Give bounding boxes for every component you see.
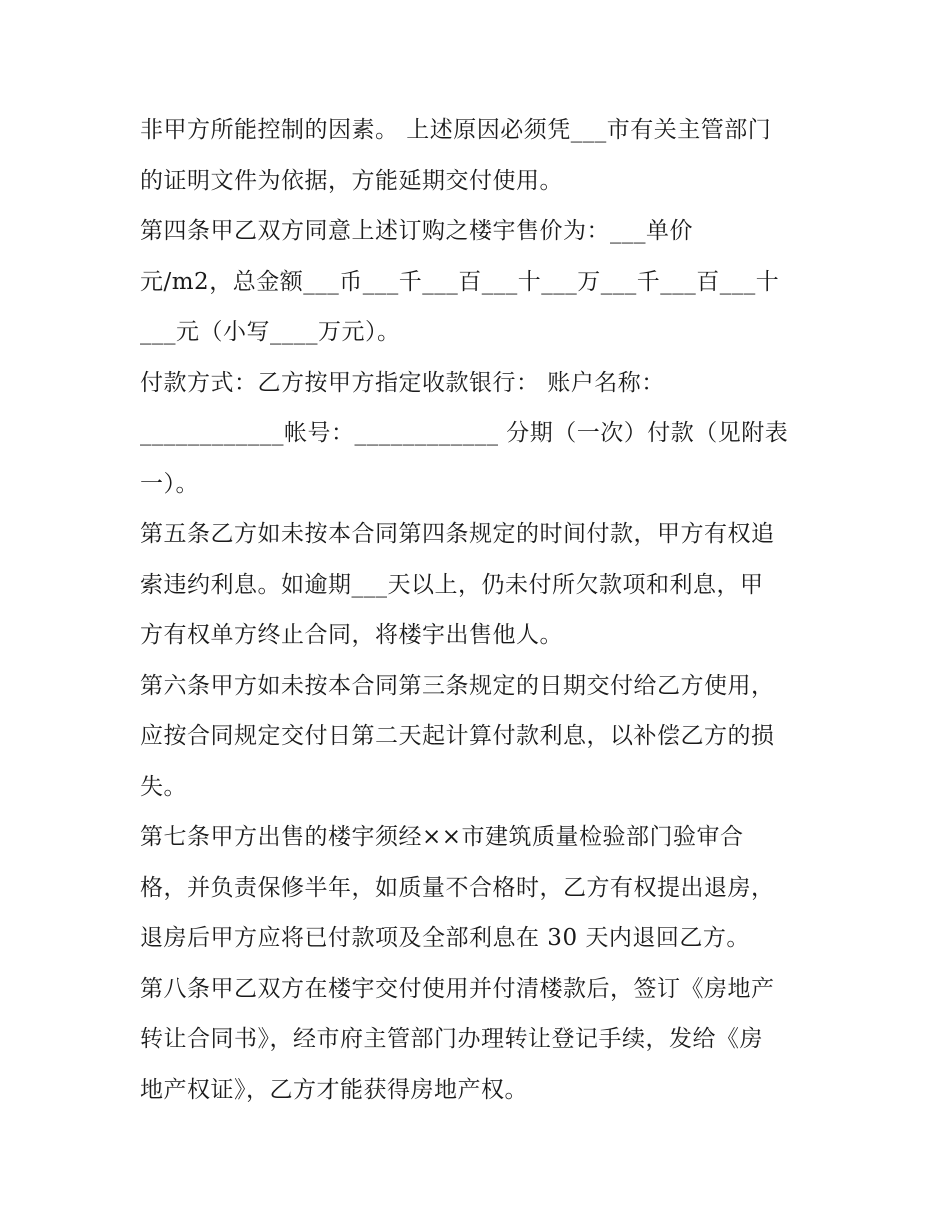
text-line: 元/m2，总金额___币___千___百___十___万___千___百___十 — [140, 268, 780, 295]
text-line: 第四条甲乙双方同意上述订购之楼宇售价为：___单价 — [140, 218, 693, 244]
text-line: ___元（小写____万元）。 — [140, 319, 401, 345]
text-line: 第六条甲方如未按本合同第三条规定的日期交付给乙方使用， — [140, 672, 775, 699]
document-body — [140, 105, 820, 1115]
text-line: 索违约利息。如逾期___天以上，仍未付所欠款项和利息，甲 — [140, 571, 764, 598]
text-line: 的证明文件为依据，方能延期交付使用。 — [140, 167, 563, 194]
text-line: 转让合同书》，经市府主管部门办理转让登记手续，发给《房 — [140, 1026, 763, 1052]
text-line: 格，并负责保修半年，如质量不合格时，乙方有权提出退房， — [140, 874, 775, 901]
text-line: 第五条乙方如未按本合同第四条规定的时间付款，甲方有权追 — [140, 521, 775, 547]
text-line: 非甲方所能控制的因素。 上述原因必须凭___市有关主管部门 — [140, 117, 772, 143]
text-line: 付款方式：乙方按甲方指定收款银行： 账户名称： — [140, 369, 665, 396]
text-line: 应按合同规定交付日第二天起计算付款利息，以补偿乙方的损 — [140, 723, 775, 749]
text-line: 退房后甲方应将已付款项及全部利息在 30 天内退回乙方。 — [140, 925, 750, 951]
text-line: 失。 — [140, 773, 187, 800]
text-line: 第八条甲乙双方在楼宇交付使用并付清楼款后，签订《房地产 — [140, 975, 775, 1002]
text-line: ____________帐号：____________ 分期（一次）付款（见附表 — [140, 420, 789, 446]
text-line: 方有权单方终止合同，将楼宇出售他人。 — [140, 622, 563, 648]
text-line: 一）。 — [140, 470, 199, 497]
text-line: 第七条甲方出售的楼宇须经××市建筑质量检验部门验审合 — [140, 824, 744, 850]
text-line: 地产权证》，乙方才能获得房地产权。 — [140, 1076, 528, 1103]
